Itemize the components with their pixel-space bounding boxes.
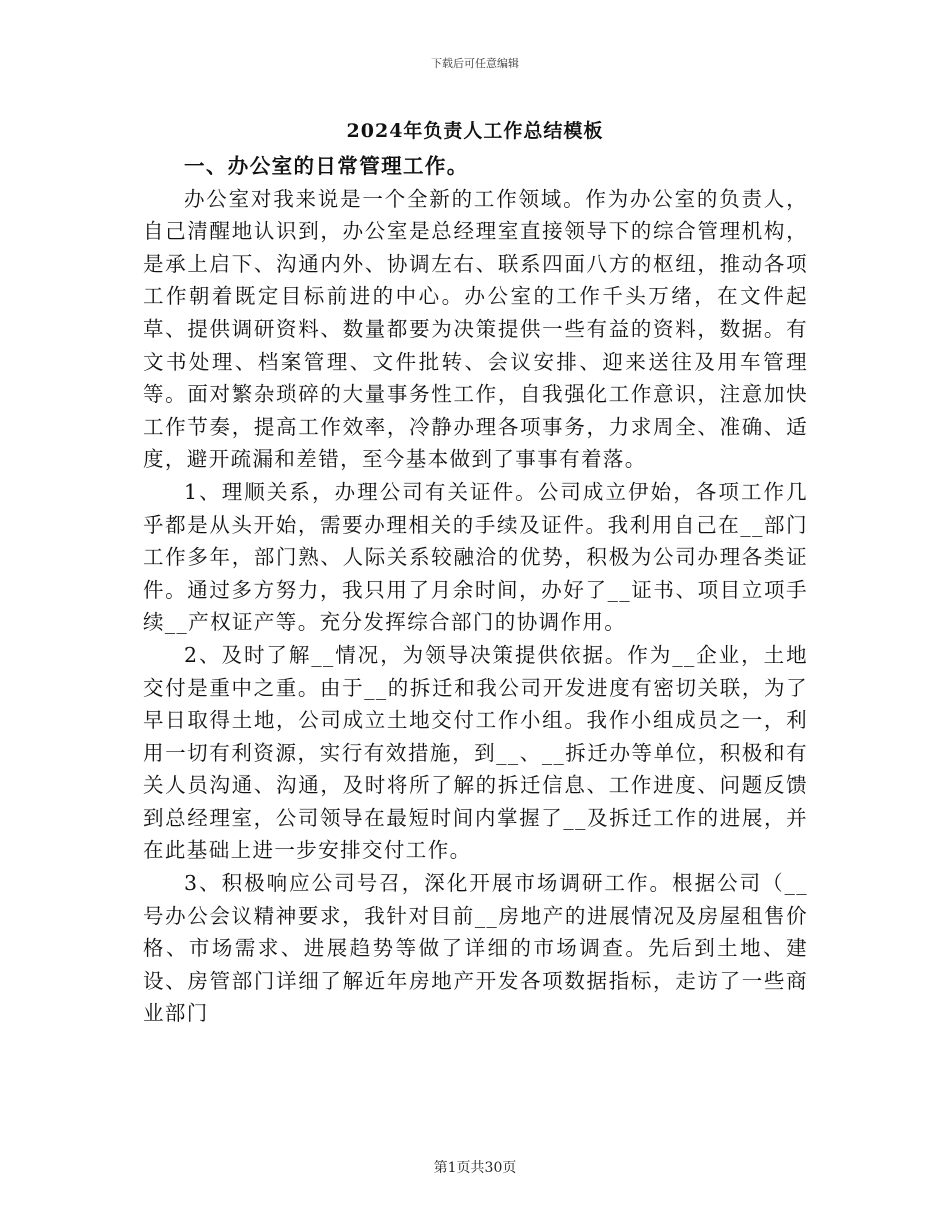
document-body [143,150,808,1030]
paragraph-item-3: 3、积极响应公司号召，深化开展市场调研工作。根据公司（__号办公会议精神要求，我针对目前__房地产的进展情况及房屋租售价格、市场需求、进展趋势等做了详细的市场调查。先后到土地、建设、房管部门详细了解近年房地产开发各项数据指标，走访了一些商业部门 [143,871,808,1026]
section-heading: 一、办公室的日常管理工作。 [184,154,469,178]
page-indicator: 第1页共30页 [433,1160,517,1176]
header-note: 下载后可任意编辑 [431,57,519,70]
paragraph-item-1: 1、理顺关系，办理公司有关证件。公司成立伊始，各项工作几乎都是从头开始，需要办理相关的手续及证件。我利用自己在__部门工作多年，部门熟、人际关系较融洽的优势，积极为公司办理各类证件。通过多方努力，我只用了月余时间，办好了__证书、项目立项手续__产权证产等。充分发挥综合部门的协调作用。 [143,479,808,635]
paragraph-intro: 办公室对我来说是一个全新的工作领域。作为办公室的负责人，自己清醒地认识到，办公室是总经理室直接领导下的综合管理机构，是承上启下、沟通内外、协调左右、联系四面八方的枢纽，推动各项工作朝着既定目标前进的中心。办公室的工作千头万绪，在文件起草、提供调研资料、数量都要为决策提供一些有益的资料，数据。有文书处理、档案管理、文件批转、会议安排、迎来送往及用车管理等。面对繁杂琐碎的大量事务性工作，自我强化工作意识，注意加快工作节奏，提高工作效率，冷静办理各项事务，力求周全、准确、适度，避开疏漏和差错，至今基本做到了事事有着落。 [143,186,808,472]
document-title: 2024年负责人工作总结模板 [346,120,604,142]
paragraph-item-2: 2、及时了解__情况，为领导决策提供依据。作为__企业，土地交付是重中之重。由于__的拆迁和我公司开发进度有密切关联，为了早日取得土地，公司成立土地交付工作小组。我作小组成员之一，利用一切有利资源，实行有效措施，到__、__拆迁办等单位，积极和有关人员沟通、沟通，及时将所了解的拆迁信息、工作进度、问题反馈到总经理室，公司领导在最短时间内掌握了__及拆迁工作的进展，并在此基础上进一步安排交付工作。 [143,642,808,863]
